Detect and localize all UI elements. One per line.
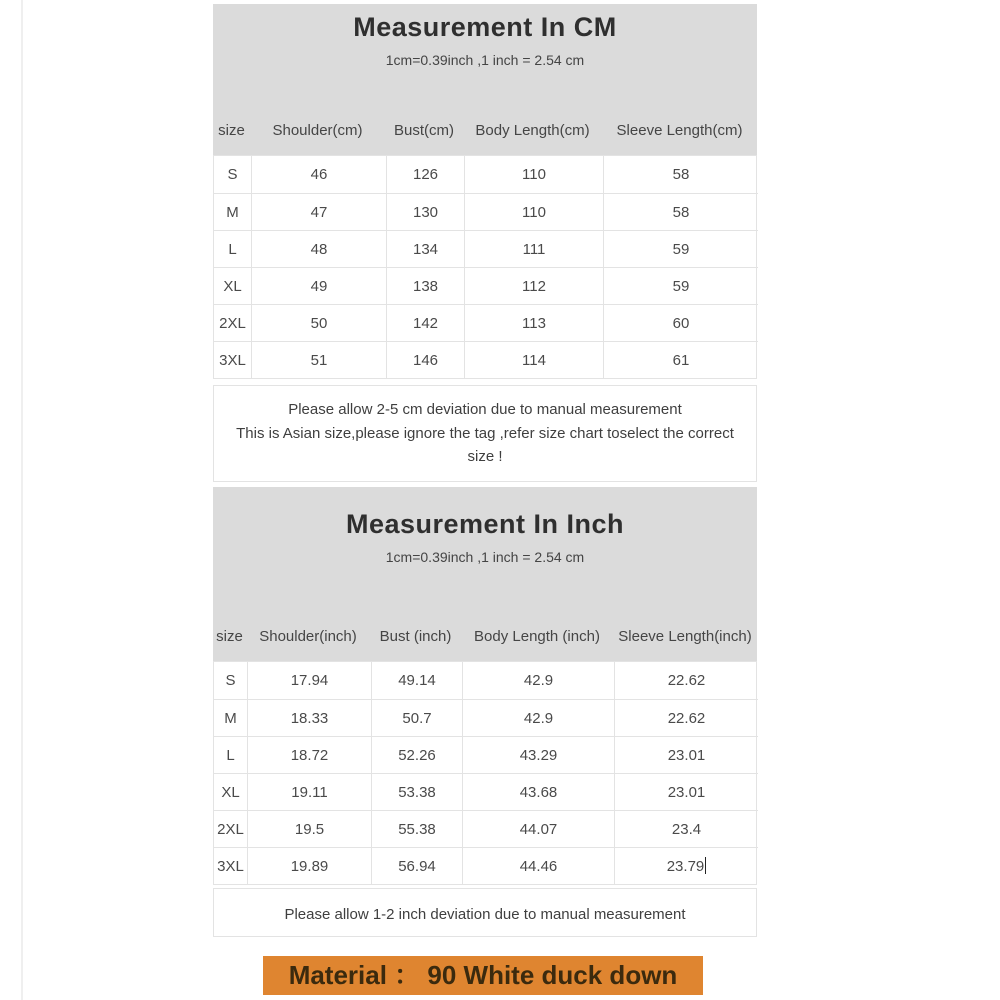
size-cell: 3XL [214, 847, 247, 884]
measurement-value-cell: 51 [251, 341, 386, 378]
measurement-value-cell: 19.5 [247, 810, 371, 847]
table-row [214, 156, 756, 193]
table-row [214, 736, 756, 773]
measurement-value-cell: 59 [603, 230, 758, 267]
inch-column-header-size: size [216, 628, 243, 645]
text-cursor [705, 857, 706, 874]
size-cell: 3XL [214, 341, 251, 378]
table-row [214, 193, 756, 230]
cm-section-title: Measurement In CM [353, 12, 617, 42]
measurement-value-cell: 43.29 [462, 736, 614, 773]
inch-note-line: Please allow 1-2 inch deviation due to manual measurement [284, 906, 686, 923]
measurement-value-cell: 146 [386, 341, 464, 378]
size-cell: M [214, 699, 247, 736]
measurement-value-cell: 49.14 [371, 662, 462, 699]
inch-section-header-panel [213, 487, 757, 661]
table-row [214, 341, 756, 378]
cm-note-line: Please allow 2-5 cm deviation due to manual measurement [288, 401, 682, 418]
measurement-value-cell: 19.11 [247, 773, 371, 810]
measurement-value-cell: 46 [251, 156, 386, 193]
inch-section-subtitle: 1cm=0.39inch ,1 inch = 2.54 cm [385, 549, 585, 565]
measurement-value-cell: 49 [251, 267, 386, 304]
cm-column-header-shoulder: Shoulder(cm) [272, 122, 363, 139]
measurement-value-cell: 60 [603, 304, 758, 341]
measurement-value-cell: 110 [464, 156, 603, 193]
measurement-value-cell: 56.94 [371, 847, 462, 884]
measurement-value-cell: 61 [603, 341, 758, 378]
measurement-value-cell: 42.9 [462, 699, 614, 736]
size-cell: XL [214, 773, 247, 810]
measurement-value-cell: 58 [603, 156, 758, 193]
measurement-value-cell: 130 [386, 193, 464, 230]
size-cell: 2XL [214, 810, 247, 847]
page-edge-divider [21, 0, 23, 1000]
measurement-value-cell: 23.4 [614, 810, 758, 847]
table-row [214, 773, 756, 810]
measurement-value-cell: 42.9 [462, 662, 614, 699]
measurement-value-cell: 23.79 [614, 847, 758, 884]
size-cell: S [227, 166, 238, 183]
cm-table-header-row [213, 121, 757, 141]
cm-note-line: size ! [467, 448, 503, 465]
size-cell: 2XL [214, 304, 251, 341]
measurement-value-cell: 43.68 [462, 773, 614, 810]
inch-column-header-body-length: Body Length (inch) [474, 628, 600, 645]
size-cell: L [214, 230, 251, 267]
table-row [214, 699, 756, 736]
cm-column-header-body-length: Body Length(cm) [475, 122, 590, 139]
measurement-value-cell: 111 [464, 230, 603, 267]
measurement-value-cell: 142 [386, 304, 464, 341]
table-row [214, 810, 756, 847]
table-row [214, 662, 756, 699]
size-cell: L [214, 736, 247, 773]
measurement-value-cell: 138 [386, 267, 464, 304]
measurement-value-cell: 18.72 [247, 736, 371, 773]
cm-note-box [213, 385, 757, 482]
measurement-value-cell: 53.38 [371, 773, 462, 810]
measurement-value-cell: 126 [386, 156, 464, 193]
measurement-value-cell: 55.38 [371, 810, 462, 847]
cm-note-line: This is Asian size,please ignore the tag ,refer size chart toselect the correct [236, 424, 734, 442]
cm-measurement-table [213, 155, 757, 379]
measurement-value-cell: 59 [603, 267, 758, 304]
cm-section-subtitle: 1cm=0.39inch ,1 inch = 2.54 cm [385, 52, 585, 68]
material-banner: Material ： 90 White duck down [263, 956, 703, 995]
cm-column-header-size: size [218, 122, 245, 139]
measurement-value-cell: 50 [251, 304, 386, 341]
measurement-value-cell: 113 [464, 304, 603, 341]
measurement-value-cell: 134 [386, 230, 464, 267]
inch-column-header-bust: Bust (inch) [379, 628, 452, 645]
measurement-value-cell: 50.7 [371, 699, 462, 736]
measurement-value-cell: 22.62 [614, 662, 758, 699]
table-row [214, 230, 756, 267]
measurement-value-cell: 112 [464, 267, 603, 304]
measurement-value-cell: 18.33 [247, 699, 371, 736]
inch-table-header-row [213, 627, 757, 647]
measurement-value-cell: 44.46 [462, 847, 614, 884]
measurement-value-cell: 114 [464, 341, 603, 378]
table-row [214, 304, 756, 341]
measurement-value-cell: 48 [251, 230, 386, 267]
table-row [214, 267, 756, 304]
measurement-value-cell: 22.62 [614, 699, 758, 736]
measurement-value-cell: 23.01 [614, 736, 758, 773]
table-row [214, 847, 756, 884]
measurement-value-cell: 58 [603, 193, 758, 230]
inch-column-header-sleeve-length: Sleeve Length(inch) [618, 628, 752, 645]
size-cell: M [214, 193, 251, 230]
measurement-value-cell: 19.89 [247, 847, 371, 884]
cm-section-header-panel [213, 4, 757, 155]
cm-column-header-sleeve-length: Sleeve Length(cm) [616, 122, 743, 139]
cm-column-header-bust: Bust(cm) [394, 122, 454, 139]
size-cell: XL [214, 267, 251, 304]
measurement-value-cell: 110 [464, 193, 603, 230]
inch-section-title: Measurement In Inch [345, 509, 625, 539]
measurement-value-cell: 23.01 [614, 773, 758, 810]
inch-column-header-shoulder: Shoulder(inch) [259, 628, 357, 645]
inch-measurement-table [213, 661, 757, 885]
measurement-value-cell: 17.94 [247, 662, 371, 699]
inch-note-box [213, 888, 757, 937]
measurement-value-cell: 47 [251, 193, 386, 230]
size-cell: S [225, 672, 236, 689]
measurement-value-cell: 52.26 [371, 736, 462, 773]
measurement-value-cell: 44.07 [462, 810, 614, 847]
